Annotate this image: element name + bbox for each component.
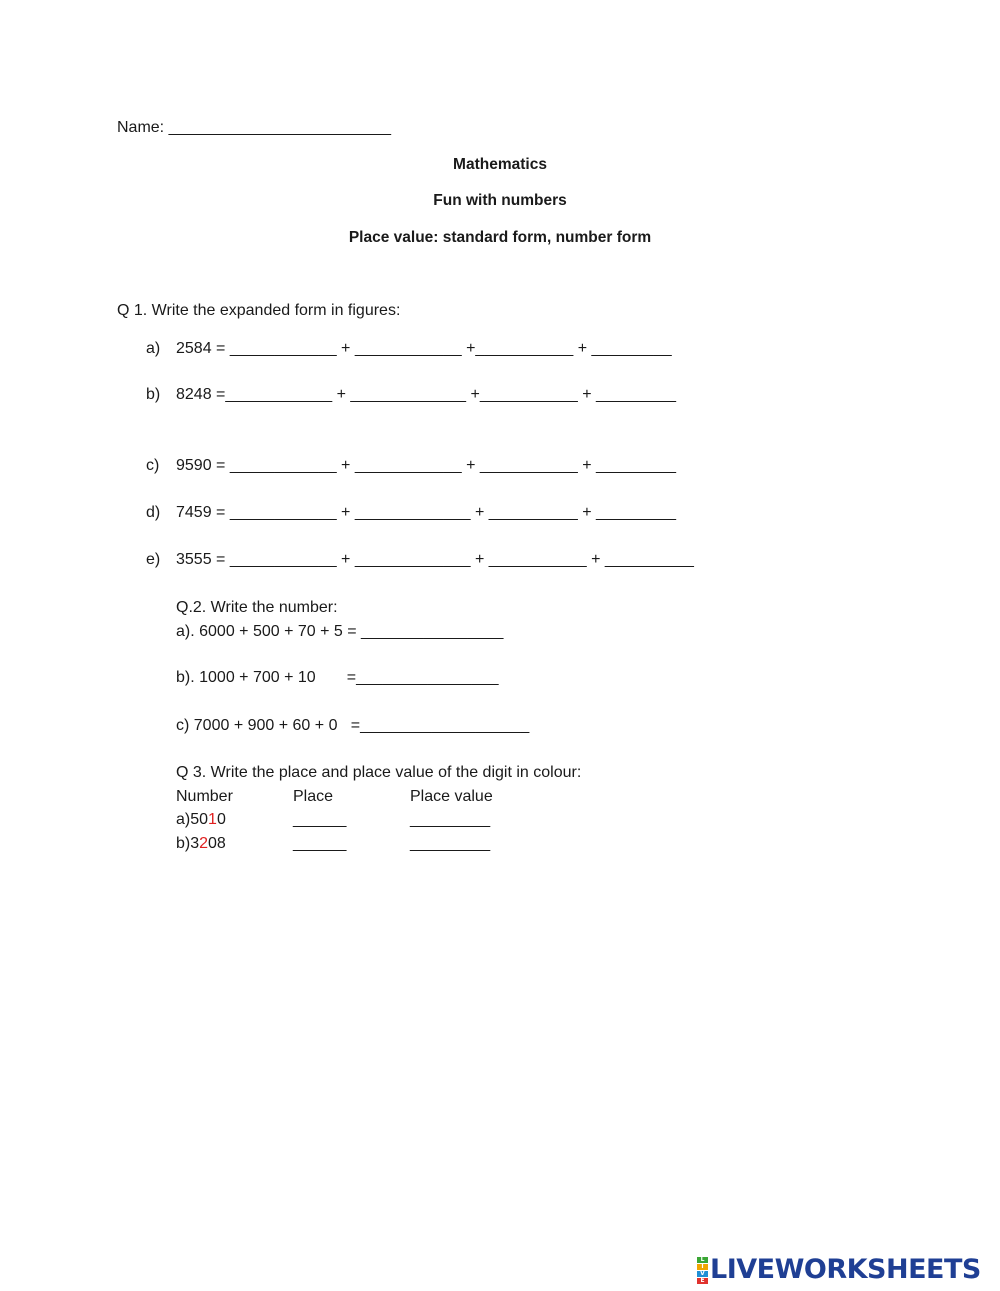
- q3-row-b-number: [176, 834, 226, 854]
- subject-title: Mathematics: [453, 156, 547, 173]
- logo-block-l: L: [697, 1257, 708, 1263]
- name-blank[interactable]: _________________________: [168, 119, 392, 136]
- q1-item-a[interactable]: 2584 = ____________ + ____________ +___________ + _________: [176, 340, 672, 357]
- q1-item-b[interactable]: 8248 =____________ + _____________ +___________ + _________: [176, 386, 677, 403]
- logo-blocks-icon: [697, 1257, 708, 1284]
- number-suffix: 0: [216, 811, 226, 828]
- name-line: [117, 118, 391, 138]
- q1-item-e[interactable]: 3555 = ____________ + _____________ + ___________ + __________: [176, 551, 694, 568]
- q3-header-number: Number: [176, 788, 233, 805]
- q1-item-b-label: b): [146, 386, 161, 403]
- q3-row-a-place-blank[interactable]: ______: [293, 811, 347, 828]
- q2-prompt: Q.2. Write the number:: [176, 599, 338, 616]
- logo-text: LIVEWORKSHEETS: [710, 1254, 981, 1285]
- q1-item-c-label: c): [146, 457, 160, 474]
- q3-header-place-value: Place value: [410, 788, 493, 805]
- topic-title: Place value: standard form, number form: [348, 229, 652, 246]
- liveworksheets-logo: [697, 1255, 981, 1285]
- name-label: Name:: [117, 119, 169, 136]
- highlighted-digit: 2: [199, 835, 209, 852]
- highlighted-digit: 1: [208, 811, 217, 828]
- q2-item-c[interactable]: c) 7000 + 900 + 60 + 0 =___________________: [176, 717, 530, 734]
- logo-block-i: I: [697, 1264, 708, 1270]
- number-prefix: a)50: [176, 811, 209, 828]
- q1-item-c[interactable]: 9590 = ____________ + ____________ + ___________ + _________: [176, 457, 677, 474]
- unit-title: Fun with numbers: [433, 192, 567, 209]
- logo-block-v: V: [697, 1271, 708, 1277]
- q3-row-b-place-blank[interactable]: ______: [293, 835, 347, 852]
- q1-item-d-label: d): [146, 504, 161, 521]
- q3-row-b-value-blank[interactable]: _________: [410, 835, 491, 852]
- number-prefix: b)3: [176, 835, 200, 852]
- q1-item-d[interactable]: 7459 = ____________ + _____________ + __________ + _________: [176, 504, 677, 521]
- q3-row-a-value-blank[interactable]: _________: [410, 811, 491, 828]
- logo-block-e: E: [697, 1278, 708, 1284]
- q3-prompt: Q 3. Write the place and place value of the digit in colour:: [176, 764, 582, 781]
- q1-item-a-label: a): [146, 340, 161, 357]
- q2-item-a[interactable]: a). 6000 + 500 + 70 + 5 = ________________: [176, 623, 504, 640]
- q2-item-b[interactable]: b). 1000 + 700 + 10 =________________: [176, 669, 499, 686]
- q3-header-place: Place: [293, 788, 334, 805]
- number-suffix: 08: [208, 835, 226, 852]
- q1-item-e-label: e): [146, 551, 161, 568]
- q3-row-a-number: [176, 810, 226, 830]
- q1-prompt: Q 1. Write the expanded form in figures:: [117, 302, 401, 319]
